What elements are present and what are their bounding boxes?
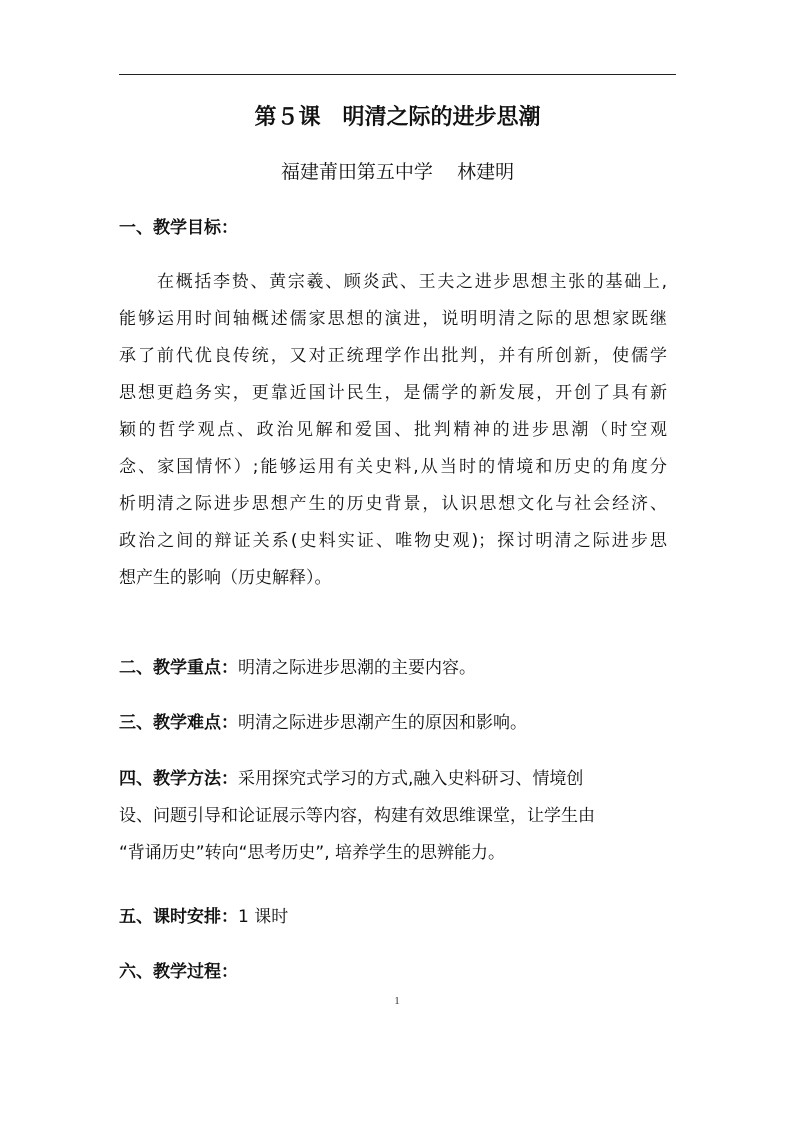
paragraph-line: 能够运用时间轴概述儒家思想的演进，说明明清之际的思想家既继 [119,309,667,329]
section-label: 三、教学难点： [119,713,238,733]
paragraph-line: 析明清之际进步思想产生的历史背景，认识思想文化与社会经济、 [119,494,667,514]
section-text: 采用探究式学习的方式,融入史料研习、情境创 [238,769,584,789]
paragraph-line: “背诵历史”转向“思考历史”, 培养学生的思辨能力。 [119,843,506,863]
paragraph-line: 颖的哲学观点、政治见解和爱国、批判精神的进步思潮（时空观 [119,420,667,440]
section-text: 明清之际进步思潮的主要内容。 [238,658,476,678]
page-title: 第５课 明清之际的进步思潮 [254,105,541,130]
section-heading-teaching-goals [119,216,238,240]
paragraph-line [119,761,667,798]
section-label: 四、教学方法： [119,769,238,789]
section-heading-key-points [119,656,476,680]
header-rule [119,74,676,75]
section-text: 1 课时 [238,907,289,927]
section-heading-teaching-process [119,960,238,984]
author-byline: 福建莆田第五中学 林建明 [280,161,515,183]
paragraph-line: 政治之间的辩证关系(史料实证、唯物史观)；探讨明清之际进步思 [119,531,667,551]
teaching-goals-paragraph [119,264,667,597]
paragraph-line: 念、家国情怀）;能够运用有关史料,从当时的情境和历史的角度分 [119,457,667,477]
paragraph-line: 想产生的影响（历史解释）。 [119,568,332,588]
paragraph-line: 思想更趋务实，更靠近国计民生，是儒学的新发展，开创了具有新 [119,383,667,403]
paragraph-line: 设、问题引导和论证展示等内容，构建有效思维课堂，让学生由 [119,806,595,826]
teaching-methods-paragraph [119,761,667,872]
section-label: 五、课时安排： [119,907,238,927]
section-heading-class-hours [119,905,288,929]
paragraph-line: 承了前代优良传统，又对正统理学作出批判，并有所创新，使儒学 [119,346,667,366]
section-label: 一、教学目标： [119,218,238,238]
page-number: 1 [394,995,400,1007]
section-text: 明清之际进步思潮产生的原因和影响。 [238,713,527,733]
section-label: 二、教学重点： [119,658,238,678]
section-label: 六、教学过程： [119,962,238,982]
section-heading-difficulties [119,711,527,735]
paragraph-line: 在概括李贽、黄宗羲、顾炎武、王夫之进步思想主张的基础上, [157,272,667,292]
